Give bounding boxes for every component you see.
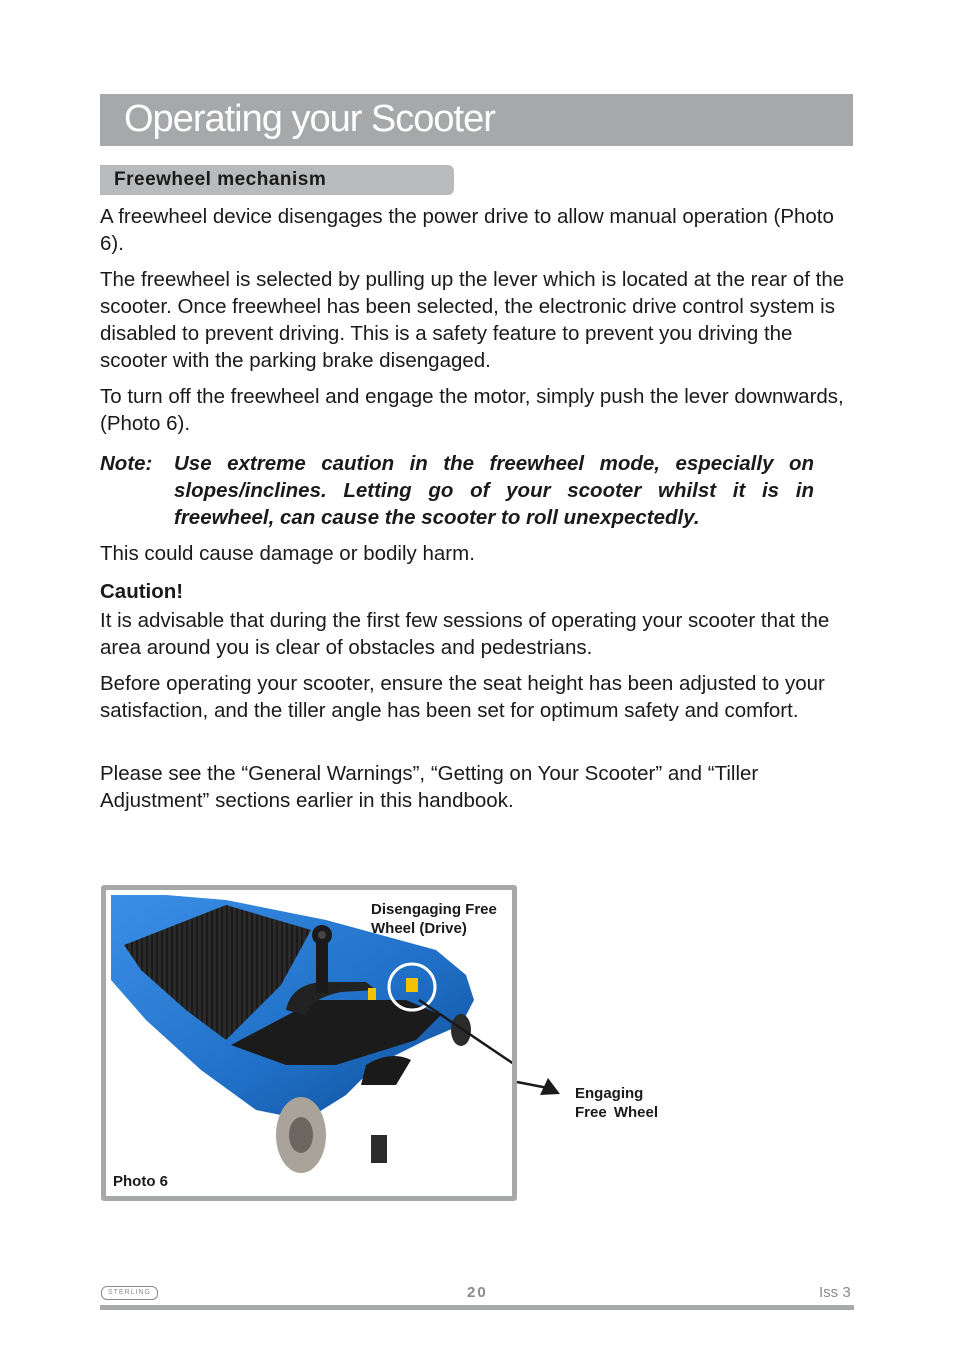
rear-small-wheel	[451, 1014, 471, 1046]
photo-6-frame	[101, 885, 517, 1201]
sterling-logo: STERLING	[101, 1286, 158, 1300]
issue-label: Iss 3	[819, 1284, 851, 1301]
arrow-head-icon	[540, 1078, 560, 1095]
page-title: Operating your Scooter	[124, 98, 495, 140]
section-heading: Freewheel mechanism	[114, 169, 327, 190]
paragraph-turn-off: To turn off the freewheel and engage the motor, simply push the lever downwards,(Photo 6).	[100, 385, 844, 435]
section-heading-pill	[100, 165, 454, 195]
anti-tip-wheel	[371, 1135, 387, 1163]
callout-disengage: Disengaging Free Wheel (Drive)	[371, 901, 497, 937]
paragraph-intro: A freewheel device disengages the power drive to allow manual operation (Photo 6).	[100, 205, 834, 255]
paragraph-see-sections: Please see the “General Warnings”, “Getting on Your Scooter” and “Tiller Adjustment” sections earlier in this handbook.	[100, 762, 759, 812]
callout-engage: Engaging Free Wheel	[575, 1085, 659, 1121]
caution-heading: Caution!	[100, 580, 184, 603]
paragraph-damage: This could cause damage or bodily harm.	[100, 542, 475, 565]
paragraph-caution: It is advisable that during the first few sessions of operating your scooter that the area around you is clear of obstacles and pedestrians.	[100, 609, 830, 659]
page-number: 20	[467, 1284, 488, 1301]
paragraph-selection: The freewheel is selected by pulling up the lever which is located at the rear of the scooter. Once freewheel has been selected, the electronic drive control system is disabled to prevent driving. This is a safety feature to prevent you driving the scooter with the parking brake disengaged.	[100, 268, 845, 372]
lever-yellow-left	[368, 988, 376, 1000]
note-label: Note:	[100, 452, 153, 475]
lever-yellow-right	[406, 978, 418, 992]
page-title-bar	[100, 94, 853, 146]
note-text: Use extreme caution in the freewheel mode, especially on slopes/inclines. Letting go of your scooter whilst it is in freewheel, can cause the scooter to roll unexpectedly.	[174, 452, 814, 529]
note-block	[100, 450, 860, 534]
footer-rule	[100, 1305, 854, 1310]
photo-label: Photo 6	[113, 1173, 168, 1190]
paragraph-seat-height: Before operating your scooter, ensure the seat height has been adjusted to your satisfaction, and the tiller angle has been set for optimum safety and comfort.	[100, 672, 825, 722]
